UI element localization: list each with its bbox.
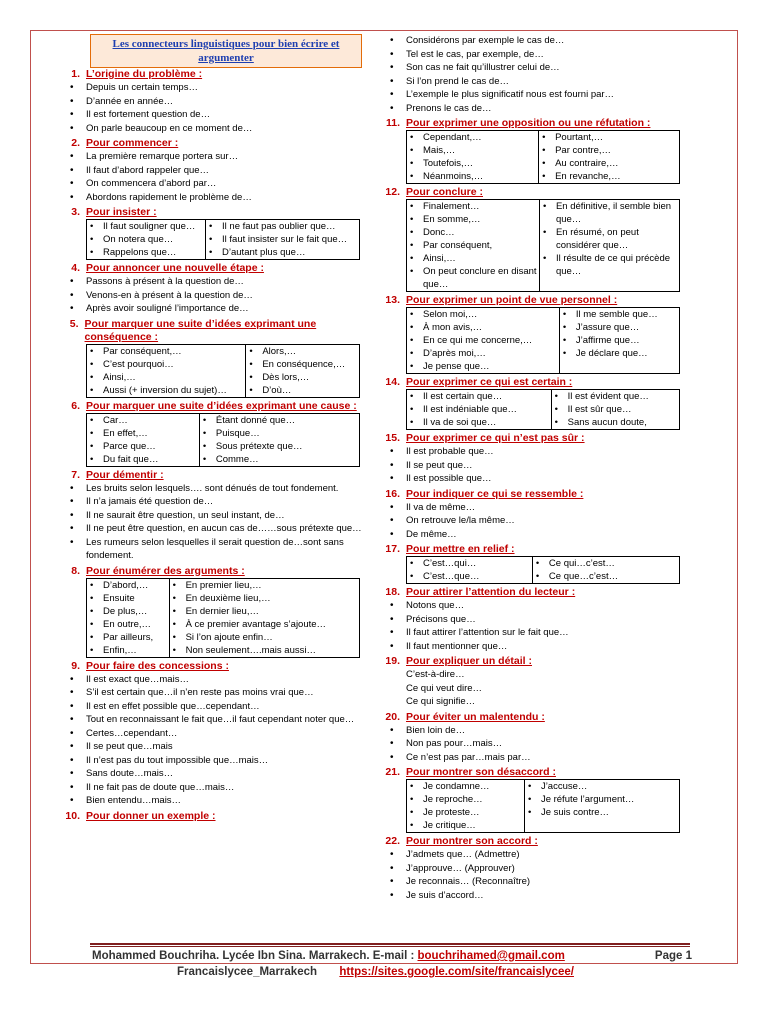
table-cell: • D’abord,… bbox=[103, 579, 167, 592]
table-cell: • Ce qui…c’est… bbox=[549, 557, 677, 570]
section bbox=[380, 294, 690, 374]
table-cell: • Je critique… bbox=[423, 819, 522, 832]
site-name: Francaislycee_Marrakech bbox=[177, 966, 318, 978]
bullet-list bbox=[60, 482, 370, 563]
list-item: • Si l’on prend le cas de… bbox=[406, 75, 690, 89]
table-column bbox=[87, 220, 206, 260]
list-item: • Sans doute…mais… bbox=[86, 767, 370, 781]
list-item: • L’exemple le plus significatif nous est fourni par… bbox=[406, 88, 690, 102]
section-number: 4. bbox=[71, 262, 80, 274]
list-item: • Il est probable que… bbox=[406, 445, 690, 459]
list-item: • On parle beaucoup en ce moment de… bbox=[86, 122, 370, 136]
list-item: • Certes…cependant… bbox=[86, 727, 370, 741]
table-cell: • En deuxième lieu,… bbox=[186, 592, 357, 605]
list-item: • Il est fortement question de… bbox=[86, 108, 370, 122]
list-item: • Il se peut que…mais bbox=[86, 740, 370, 754]
page-number: Page 1 bbox=[654, 950, 692, 962]
section-heading bbox=[380, 432, 690, 445]
table-cell: • Au contraire,… bbox=[555, 157, 677, 170]
section-heading bbox=[380, 294, 690, 307]
section-number: 9. bbox=[71, 659, 80, 672]
table-cell: • Sous prétexte que… bbox=[216, 440, 357, 453]
list-item: • Les rumeurs selon lesquelles il serait question de…sont sans fondement. bbox=[86, 536, 370, 563]
table-column bbox=[87, 344, 246, 397]
table-cell: • Sans aucun doute, bbox=[568, 416, 677, 429]
section-heading bbox=[60, 318, 370, 344]
table-cell: • En résumé, on peut considérer que… bbox=[556, 226, 677, 252]
section-number: 1. bbox=[71, 68, 80, 80]
section bbox=[380, 186, 690, 292]
list-item: • Il faut attirer l’attention sur le fait que… bbox=[406, 626, 690, 640]
table-cell: • Car… bbox=[103, 414, 197, 427]
table-cell: • Parce que… bbox=[103, 440, 197, 453]
site-link[interactable]: https://sites.google.com/site/francaislycee/ bbox=[339, 966, 574, 978]
table-column bbox=[532, 557, 679, 584]
section bbox=[380, 432, 690, 486]
section-number: 2. bbox=[71, 137, 80, 149]
section bbox=[380, 376, 690, 430]
section-number: 6. bbox=[71, 399, 80, 412]
section-title: Pour exprimer un point de vue personnel : bbox=[406, 294, 618, 306]
table-column bbox=[87, 578, 170, 657]
section-title: Pour exprimer une opposition ou une réfutation : bbox=[406, 117, 651, 129]
footer-rule-thin bbox=[90, 946, 690, 947]
list-item: • S’il est certain que…il n’en reste pas moins vrai que… bbox=[86, 686, 370, 700]
section-title: Pour éviter un malentendu : bbox=[406, 710, 545, 723]
section bbox=[380, 711, 690, 765]
table-cell: • Du fait que… bbox=[103, 453, 197, 466]
list-item: • On commencera d’abord par… bbox=[86, 177, 370, 191]
section-title: Pour exprimer ce qui n’est pas sûr : bbox=[406, 432, 585, 444]
bullet-list bbox=[380, 724, 690, 765]
table-column bbox=[87, 413, 200, 466]
section-number: 21. bbox=[385, 766, 400, 778]
table-column bbox=[524, 780, 679, 833]
list-item: • Les bruits selon lesquels…. sont dénués de tout fondement. bbox=[86, 482, 370, 496]
list-item: C’est-à-dire… bbox=[406, 669, 465, 680]
section-number: 17. bbox=[385, 543, 400, 555]
table-column bbox=[246, 344, 360, 397]
section-title: Pour attirer l’attention du lecteur : bbox=[406, 586, 576, 598]
table-cell: • Par ailleurs, bbox=[103, 631, 167, 644]
table-column bbox=[559, 308, 679, 374]
connector-table bbox=[406, 389, 680, 430]
table-cell: • Je suis contre… bbox=[541, 806, 677, 819]
bullet-list bbox=[60, 275, 370, 316]
bullet-list bbox=[380, 599, 690, 653]
list-item: • Son cas ne fait qu’illustrer celui de… bbox=[406, 61, 690, 75]
list-item: • Je reconnais… (Reconnaître) bbox=[406, 875, 690, 889]
table-cell: • Je pense que… bbox=[423, 360, 557, 373]
section-heading bbox=[380, 117, 690, 130]
section-heading bbox=[60, 660, 370, 673]
table-cell: • De plus,… bbox=[103, 605, 167, 618]
footer bbox=[92, 948, 692, 980]
table-cell: • Non seulement….mais aussi… bbox=[186, 644, 357, 657]
list-item: • Bien loin de… bbox=[406, 724, 690, 738]
section-number: 13. bbox=[385, 294, 400, 306]
list-item: • J’admets que… (Admettre) bbox=[406, 848, 690, 862]
section-title: Pour expliquer un détail : bbox=[406, 655, 533, 667]
table-cell: • Cependant,… bbox=[423, 131, 536, 144]
bullet-list bbox=[380, 34, 690, 115]
section bbox=[60, 262, 370, 316]
section-heading bbox=[60, 810, 370, 823]
left-column bbox=[60, 66, 370, 823]
section-heading bbox=[380, 586, 690, 599]
section-number: 14. bbox=[385, 376, 400, 388]
list-item: • Après avoir souligné l’importance de… bbox=[86, 302, 370, 316]
table-cell: • C’est…qui… bbox=[423, 557, 530, 570]
section-title: Pour montrer son désaccord : bbox=[406, 766, 556, 778]
table-column bbox=[551, 390, 679, 430]
list-item: • Depuis un certain temps… bbox=[86, 81, 370, 95]
section-title: Pour démentir : bbox=[86, 468, 164, 481]
table-cell: • Je réfute l’argument… bbox=[541, 793, 677, 806]
section-heading bbox=[380, 655, 690, 668]
table-cell: • En conséquence,… bbox=[262, 358, 357, 371]
connector-table bbox=[406, 779, 680, 833]
table-cell: • En dernier lieu,… bbox=[186, 605, 357, 618]
connector-table bbox=[406, 307, 680, 374]
section-number: 20. bbox=[385, 710, 400, 723]
list-item: Ce qui veut dire… bbox=[406, 682, 483, 694]
list-item: • Prenons le cas de… bbox=[406, 102, 690, 116]
table-cell: • Il est certain que… bbox=[423, 390, 549, 403]
table-cell: • Par conséquent,… bbox=[103, 345, 243, 358]
section-title: Pour insister : bbox=[86, 206, 157, 218]
table-cell: • Il est sûr que… bbox=[568, 403, 677, 416]
table-cell: • On peut conclure en disant que… bbox=[423, 265, 537, 291]
list-item: • Il ne fait pas de doute que…mais… bbox=[86, 781, 370, 795]
list-item: • Il est possible que… bbox=[406, 472, 690, 486]
table-cell: • Il va de soi que… bbox=[423, 416, 549, 429]
section-number: 18. bbox=[385, 586, 400, 598]
list-item: • Il ne peut être question, en aucun cas de……sous prétexte que… bbox=[86, 522, 370, 536]
list-item: • Je suis d’accord… bbox=[406, 889, 690, 903]
table-cell: • Ensuite bbox=[103, 592, 167, 605]
table-cell: • C’est pourquoi… bbox=[103, 358, 243, 371]
section-heading bbox=[380, 376, 690, 389]
section bbox=[380, 34, 690, 115]
section-title: Pour donner un exemple : bbox=[86, 809, 216, 822]
section-heading bbox=[60, 469, 370, 482]
table-cell: • Mais,… bbox=[423, 144, 536, 157]
list-item: • Tel est le cas, par exemple, de… bbox=[406, 48, 690, 62]
list-item: • J’approuve… (Approuver) bbox=[406, 862, 690, 876]
section bbox=[60, 68, 370, 135]
list-item: • Il se peut que… bbox=[406, 459, 690, 473]
section-title: Pour marquer une suite d’idées exprimant une cause : bbox=[86, 399, 357, 412]
section-heading bbox=[380, 488, 690, 501]
section-title: L’origine du problème : bbox=[86, 68, 203, 80]
bullet-list bbox=[380, 848, 690, 902]
table-cell: • En effet,… bbox=[103, 427, 197, 440]
section-heading bbox=[380, 835, 690, 848]
table-cell: • J’accuse… bbox=[541, 780, 677, 793]
section bbox=[60, 137, 370, 204]
table-column bbox=[169, 578, 359, 657]
table-cell: • Aussi (+ inversion du sujet)… bbox=[103, 384, 243, 397]
table-column bbox=[407, 780, 525, 833]
list-item: • On retrouve le/la même… bbox=[406, 514, 690, 528]
section-heading bbox=[60, 137, 370, 150]
table-cell: • Finalement… bbox=[423, 200, 537, 213]
bullet-list bbox=[380, 668, 690, 709]
right-column bbox=[380, 34, 690, 902]
section bbox=[380, 543, 690, 584]
table-cell: • Toutefois,… bbox=[423, 157, 536, 170]
table-cell: • Il ne faut pas oublier que… bbox=[222, 220, 357, 233]
section-title: Pour commencer : bbox=[86, 137, 179, 149]
section-heading bbox=[60, 68, 370, 81]
bullet-list bbox=[380, 501, 690, 542]
table-cell: • Je proteste… bbox=[423, 806, 522, 819]
table-column bbox=[407, 557, 533, 584]
section bbox=[380, 766, 690, 833]
table-cell: • Par conséquent, bbox=[423, 239, 537, 252]
list-item: • Il n’a jamais été question de… bbox=[86, 495, 370, 509]
table-column bbox=[539, 131, 680, 184]
table-cell: • En outre,… bbox=[103, 618, 167, 631]
table-cell: • C’est…que… bbox=[423, 570, 530, 583]
table-cell: • Je condamne… bbox=[423, 780, 522, 793]
table-cell: • Il est évident que… bbox=[568, 390, 677, 403]
section-title: Pour annoncer une nouvelle étape : bbox=[86, 262, 264, 274]
table-column bbox=[407, 131, 539, 184]
section-number: 3. bbox=[71, 206, 80, 218]
section-number: 8. bbox=[71, 564, 80, 577]
section-number: 19. bbox=[385, 655, 400, 667]
table-cell: • Alors,… bbox=[262, 345, 357, 358]
bullet-list bbox=[60, 150, 370, 204]
list-item: • Il est exact que…mais… bbox=[86, 673, 370, 687]
bullet-list bbox=[380, 445, 690, 486]
table-cell: • En définitive, il semble bien que… bbox=[556, 200, 677, 226]
list-item: • Tout en reconnaissant le fait que…il faut cependant noter que… bbox=[86, 713, 370, 727]
table-column bbox=[199, 413, 359, 466]
table-cell: • On notera que… bbox=[103, 233, 203, 246]
section bbox=[60, 810, 370, 823]
footer-author: Mohammed Bouchriha. Lycée Ibn Sina. Marrakech. E-mail : bouchrihamed@gmail.com bbox=[92, 950, 565, 962]
list-item: • Passons à présent à la question de… bbox=[86, 275, 370, 289]
connector-table bbox=[86, 413, 360, 467]
section bbox=[380, 655, 690, 709]
connector-table bbox=[86, 219, 360, 260]
table-cell: • Il me semble que… bbox=[576, 308, 677, 321]
section-heading bbox=[60, 400, 370, 413]
section-heading bbox=[380, 766, 690, 779]
table-cell: • Je reproche… bbox=[423, 793, 522, 806]
section bbox=[380, 586, 690, 653]
section-number: 22. bbox=[385, 835, 400, 847]
table-cell: • Donc… bbox=[423, 226, 537, 239]
list-item: Ce qui signifie… bbox=[406, 696, 476, 707]
section-number: 15. bbox=[385, 432, 400, 444]
section-title: Pour indiquer ce qui se ressemble : bbox=[406, 487, 584, 500]
section-title: Pour exprimer ce qui est certain : bbox=[406, 376, 573, 388]
section-title: Pour mettre en relief : bbox=[406, 543, 515, 555]
list-item: • Il faut mentionner que… bbox=[406, 640, 690, 654]
section-title: Pour conclure : bbox=[406, 186, 484, 198]
table-cell: • Puisque… bbox=[216, 427, 357, 440]
section-number: 11. bbox=[385, 117, 400, 129]
section-heading bbox=[60, 565, 370, 578]
table-cell: • Pourtant,… bbox=[555, 131, 677, 144]
document-title: Les connecteurs linguistiques pour bien écrire et argumenter bbox=[90, 34, 362, 68]
section-heading bbox=[380, 711, 690, 724]
list-item: • Considérons par exemple le cas de… bbox=[406, 34, 690, 48]
table-cell: • Il résulte de ce qui précède que… bbox=[556, 252, 677, 278]
section-number: 7. bbox=[71, 468, 80, 481]
connector-table bbox=[86, 578, 360, 658]
section bbox=[380, 117, 690, 184]
section-number: 16. bbox=[385, 487, 400, 500]
section-number: 12. bbox=[385, 186, 400, 198]
list-item: • Non pas pour…mais… bbox=[406, 737, 690, 751]
list-item: • Il ne saurait être question, un seul instant, de… bbox=[86, 509, 370, 523]
table-column bbox=[407, 200, 540, 292]
table-cell: • D’après moi,… bbox=[423, 347, 557, 360]
connector-table bbox=[86, 344, 360, 398]
list-item: • Précisons que… bbox=[406, 613, 690, 627]
table-cell: • Je déclare que… bbox=[576, 347, 677, 360]
section-title: Pour marquer une suite d’idées exprimant une conséquence : bbox=[84, 317, 317, 343]
connector-table bbox=[406, 130, 680, 184]
section-heading bbox=[380, 186, 690, 199]
bullet-list bbox=[60, 81, 370, 135]
table-cell: • En revanche,… bbox=[555, 170, 677, 183]
section-number: 10. bbox=[65, 809, 80, 822]
table-cell: • Néanmoins,… bbox=[423, 170, 536, 183]
list-item: • Notons que… bbox=[406, 599, 690, 613]
table-cell: • En ce qui me concerne,… bbox=[423, 334, 557, 347]
list-item: • Il faut d’abord rappeler que… bbox=[86, 164, 370, 178]
connector-table bbox=[406, 199, 680, 292]
table-cell: • J’assure que… bbox=[576, 321, 677, 334]
list-item: • La première remarque portera sur… bbox=[86, 150, 370, 164]
list-item: • D’année en année… bbox=[86, 95, 370, 109]
list-item: • Il est en effet possible que…cependant… bbox=[86, 700, 370, 714]
table-cell: • Il est indéniable que… bbox=[423, 403, 549, 416]
table-cell: • En premier lieu,… bbox=[186, 579, 357, 592]
list-item: • Il n’est pas du tout impossible que…mais… bbox=[86, 754, 370, 768]
section-title: Pour montrer son accord : bbox=[406, 835, 538, 847]
table-cell: • En somme,… bbox=[423, 213, 537, 226]
connector-table bbox=[406, 556, 680, 584]
table-cell: • Il faut insister sur le fait que… bbox=[222, 233, 357, 246]
table-column bbox=[539, 200, 679, 292]
section-title: Pour énumérer des arguments : bbox=[86, 564, 245, 577]
table-cell: • À ce premier avantage s’ajoute… bbox=[186, 618, 357, 631]
table-cell: • Ainsi,… bbox=[423, 252, 537, 265]
table-column bbox=[407, 308, 560, 374]
table-cell: • Ainsi,… bbox=[103, 371, 243, 384]
table-cell: • D’autant plus que… bbox=[222, 246, 357, 259]
section bbox=[60, 660, 370, 808]
table-cell: • Dès lors,… bbox=[262, 371, 357, 384]
table-cell: • J’affirme que… bbox=[576, 334, 677, 347]
section bbox=[380, 488, 690, 542]
list-item: • Venons-en à présent à la question de… bbox=[86, 289, 370, 303]
table-cell: • Par contre,… bbox=[555, 144, 677, 157]
table-cell: • Il faut souligner que… bbox=[103, 220, 203, 233]
footer-rule bbox=[90, 943, 690, 945]
table-cell: • À mon avis,… bbox=[423, 321, 557, 334]
table-cell: • Selon moi,… bbox=[423, 308, 557, 321]
list-item: • De même… bbox=[406, 528, 690, 542]
bullet-list bbox=[60, 673, 370, 808]
list-item: • Ce n’est pas par…mais par… bbox=[406, 751, 690, 765]
section bbox=[60, 565, 370, 658]
section bbox=[60, 206, 370, 260]
email-link[interactable]: bouchrihamed@gmail.com bbox=[417, 950, 565, 962]
section-heading bbox=[60, 262, 370, 275]
section-title: Pour faire des concessions : bbox=[86, 659, 229, 672]
table-cell: • Rappelons que… bbox=[103, 246, 203, 259]
table-cell: • D’où… bbox=[262, 384, 357, 397]
list-item: • Bien entendu…mais… bbox=[86, 794, 370, 808]
section bbox=[60, 469, 370, 563]
table-cell: • Comme… bbox=[216, 453, 357, 466]
section bbox=[60, 400, 370, 467]
table-column bbox=[206, 220, 360, 260]
table-cell: • Si l’on ajoute enfin… bbox=[186, 631, 357, 644]
section-heading bbox=[60, 206, 370, 219]
table-cell: • Étant donné que… bbox=[216, 414, 357, 427]
table-cell: • Enfin,… bbox=[103, 644, 167, 657]
section-number: 5. bbox=[69, 317, 79, 330]
table-column bbox=[407, 390, 552, 430]
list-item: • Il va de même… bbox=[406, 501, 690, 515]
section bbox=[380, 835, 690, 902]
section-heading bbox=[380, 543, 690, 556]
section bbox=[60, 318, 370, 398]
list-item: • Abordons rapidement le problème de… bbox=[86, 191, 370, 205]
table-cell: • Ce que…c’est… bbox=[549, 570, 677, 583]
